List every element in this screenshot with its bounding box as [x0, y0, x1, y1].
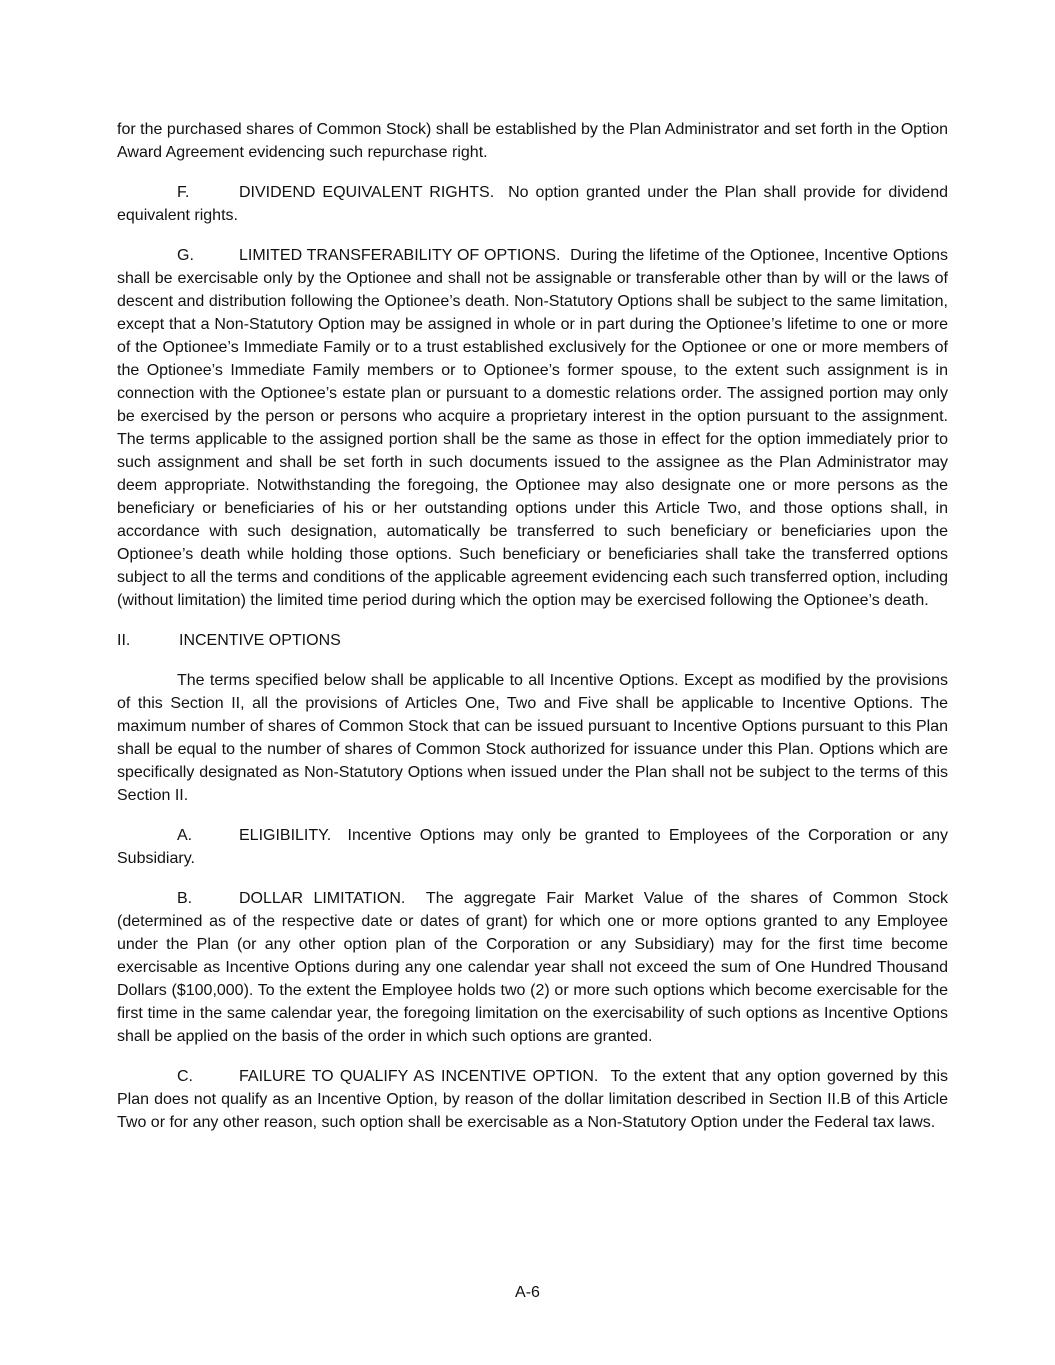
section-ii-intro: The terms specified below shall be applicable to all Incentive Options. Except as modified by the provisions of this Section II, all the provisions of Articles One, Two and Five shall be applicable to Incentive Options. The maximum number of shares of Common Stock that can be issued pursuant to Incentive Options pursuant to this Plan shall be equal to the number of shares of Common Stock authorized for issuance under this Plan. Options which are specifically designated as Non-Statutory Options when issued under the Plan shall not be subject to the terms of this Section II. [117, 672, 948, 804]
item-b-heading: DOLLAR LIMITATION. [239, 890, 406, 907]
item-c-text: To the extent that any option governed by this Plan does not qualify as an Incentive Option, by reason of the dollar limitation described in Section II.B of this Article Two or for any other reason, such option shall be exercisable as a Non-Statutory Option under the Federal tax laws. [117, 1068, 948, 1131]
section-f-paragraph [117, 181, 948, 227]
section-ii-heading [117, 629, 948, 652]
page-number: A-6 [515, 1284, 540, 1301]
section-g-label: G. [177, 247, 194, 264]
item-c-label: C. [177, 1068, 193, 1085]
section-g-text: During the lifetime of the Optionee, Incentive Options shall be exercisable only by the Optionee and shall not be assignable or transferable other than by will or the laws of descent and distribution following the Optionee’s death. Non-Statutory Options shall be subject to the same limitation, except that a Non-Statutory Option may be assigned in whole or in part during the Optionee’s lifetime to one or more of the Optionee’s Immediate Family or to a trust established exclusively for the Optionee or one or more members of the Optionee’s Immediate Family members or to Optionee’s former spouse, to the extent such assignment is in connection with the Optionee’s estate plan or pursuant to a domestic relations order. The assigned portion may only be exercised by the person or persons who acquire a proprietary interest in the option pursuant to the assignment. The terms applicable to the assigned portion shall be the same as those in effect for the option immediately prior to such assignment and shall be set forth in such documents issued to the assignee as the Plan Administrator may deem appropriate. Notwithstanding the foregoing, the Optionee may also designate one or more persons as the beneficiary or beneficiaries of his or her outstanding options under this Article Two, and those options shall, in accordance with such designation, automatically be transferred to such beneficiary or beneficiaries upon the Optionee’s death while holding those options. Such beneficiary or beneficiaries shall take the transferred options subject to all the terms and conditions of the applicable agreement evidencing each such transferred option, including (without limitation) the limited time period during which the option may be exercised following the Optionee’s death. [117, 247, 949, 609]
section-f-heading: DIVIDEND EQUIVALENT RIGHTS. [239, 184, 495, 201]
document-page [117, 118, 948, 1151]
item-b-label: B. [177, 890, 193, 907]
section-f-text: No option granted under the Plan shall provide for dividend equivalent rights. [117, 184, 949, 224]
continuation-paragraph: for the purchased shares of Common Stock) shall be established by the Plan Administrator and set forth in the Option Award Agreement evidencing such repurchase right. [117, 121, 948, 161]
section-g-heading: LIMITED TRANSFERABILITY OF OPTIONS. [239, 247, 561, 264]
section-ii-item-c [117, 1065, 948, 1134]
section-ii-number: II. [117, 632, 131, 649]
item-a-label: A. [177, 827, 193, 844]
item-c-heading: FAILURE TO QUALIFY AS INCENTIVE OPTION. [239, 1068, 599, 1085]
section-f-label: F. [177, 184, 190, 201]
section-ii-title: INCENTIVE OPTIONS [179, 632, 341, 649]
section-g-paragraph [117, 244, 948, 612]
item-b-text: The aggregate Fair Market Value of the shares of Common Stock (determined as of the respective date or dates of grant) for which one or more options granted to any Employee under the Plan (or any other option plan of the Corporation or any Subsidiary) may for the first time become exercisable as Incentive Options during any one calendar year shall not exceed the sum of One Hundred Thousand Dollars ($100,000). To the extent the Employee holds two (2) or more such options which become exercisable for the first time in the same calendar year, the foregoing limitation on the exercisability of such options as Incentive Options shall be applied on the basis of the order in which such options are granted. [117, 890, 948, 1045]
item-a-heading: ELIGIBILITY. [239, 827, 332, 844]
section-ii-item-a [117, 824, 948, 870]
item-a-text: Incentive Options may only be granted to Employees of the Corporation or any Subsidiary. [117, 827, 948, 867]
section-ii-item-b [117, 887, 948, 1048]
